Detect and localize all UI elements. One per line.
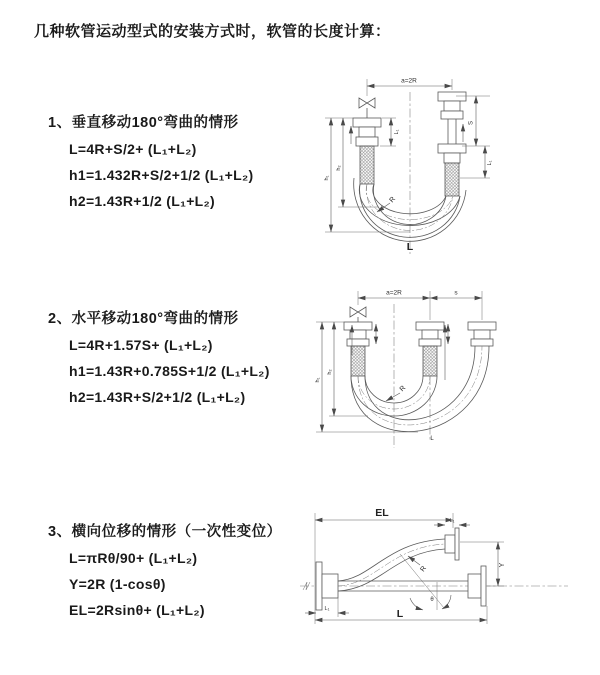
label-r: R [388, 195, 398, 205]
section-3-heading: 3、横向位移的情形（一次性变位） [48, 524, 282, 540]
section-2-heading: 2、水平移动180°弯曲的情形 [48, 311, 239, 327]
dim-label-l1: L₁ [394, 129, 400, 135]
formula-line: Y=2R (1-cosθ) [69, 576, 166, 592]
s-curve-hose [338, 539, 445, 591]
dim-label-a2r: a=2R [386, 289, 402, 297]
right-hose-fitting [438, 92, 466, 196]
dimension-l1-top [434, 518, 470, 525]
dim-label-l1: L₁ [487, 160, 493, 166]
right-flange [468, 566, 486, 606]
formula-line: h2=1.43R+1/2 (L₁+L₂) [69, 193, 216, 209]
braided-hose-section [360, 146, 374, 184]
dim-label-h2: h₂ [336, 165, 342, 171]
dim-label-h1: h₁ [315, 377, 321, 383]
dim-label-l: L [396, 608, 404, 620]
label-l: L [430, 436, 434, 442]
left-hose-fitting [353, 118, 381, 184]
dim-label-s: S [468, 120, 475, 126]
braided-hose-section [445, 163, 459, 196]
braided-hose-section [351, 346, 365, 376]
section-horizontal-180 [48, 306, 270, 410]
middle-hose-fitting [416, 322, 444, 376]
dim-label-h2: h₂ [327, 369, 333, 375]
formula-line: h2=1.43R+S/2+1/2 (L₁+L₂) [69, 389, 246, 405]
formula-line: L=4R+S/2+ (L₁+L₂) [69, 141, 197, 157]
dim-label-a2r: a=2R [401, 77, 417, 85]
dim-label-l1: L₁ [324, 606, 330, 612]
formula-line: EL=2Rsinθ+ (L₁+L₂) [69, 602, 205, 618]
dim-label-el: EL [375, 507, 389, 519]
formula-line: h1=1.432R+S/2+1/2 (L₁+L₂) [69, 167, 254, 183]
radius-label [408, 556, 428, 573]
valve-icon [359, 98, 375, 118]
left-hose-fitting [344, 322, 372, 376]
dimension-s [456, 96, 490, 146]
diagram-vertical-180-bend [306, 66, 554, 266]
section-1-heading: 1、垂直移动180°弯曲的情形 [48, 115, 239, 131]
dimension-l1-bottom [305, 598, 349, 617]
angle-theta [400, 554, 451, 610]
formula-line: L=πRθ/90+ (L₁+L₂) [69, 550, 198, 566]
dim-label-s: s [454, 289, 458, 297]
radius-label [386, 385, 407, 401]
braided-hose-section [423, 346, 437, 376]
label-l: L [406, 241, 414, 253]
section-vertical-180 [48, 110, 254, 214]
page-title: 几种软管运动型式的安装方式时，软管的长度计算： [34, 23, 391, 40]
dim-label-h1: h₁ [324, 175, 330, 181]
dimension-l [315, 606, 487, 624]
left-flange [316, 562, 338, 610]
dim-label-l1: L₁ [449, 518, 455, 524]
label-r: R [398, 384, 408, 394]
diagram-lateral-displacement [296, 498, 574, 650]
moved-hose-fitting [468, 322, 496, 346]
dimension-s [430, 290, 482, 321]
dimension-el [315, 507, 453, 624]
dimension-l1-left [380, 118, 400, 146]
section-lateral-displacement [48, 519, 282, 623]
dim-label-y: Y [499, 562, 506, 568]
formula-line: h1=1.43R+0.785S+1/2 (L₁+L₂) [69, 363, 270, 379]
diagram-horizontal-180-bend [306, 280, 564, 455]
valve-icon [350, 307, 366, 322]
label-theta: θ [430, 597, 434, 603]
label-r: R [419, 565, 429, 574]
displaced-flange [445, 528, 459, 560]
formula-line: L=4R+1.57S+ (L₁+L₂) [69, 337, 213, 353]
